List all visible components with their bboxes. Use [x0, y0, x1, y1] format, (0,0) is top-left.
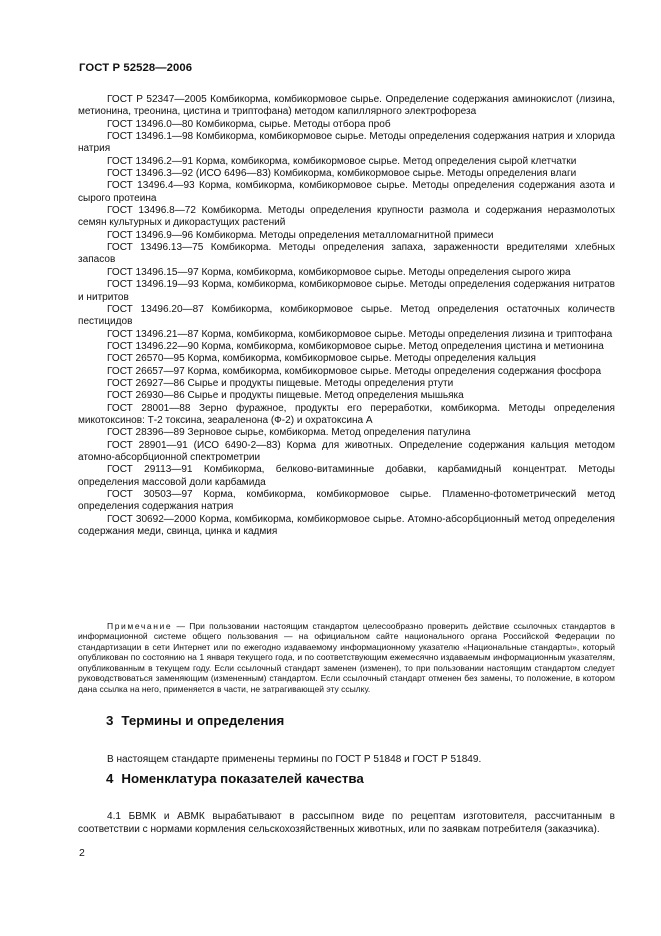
reference-item: ГОСТ 13496.19—93 Корма, комбикорма, комбикормовое сырье. Методы определения содержания нитратов и нитритов — [78, 279, 615, 303]
section-3-heading — [106, 713, 284, 728]
reference-item: ГОСТ 26570—95 Корма, комбикорма, комбикормовое сырье. Методы определения кальция — [107, 353, 536, 365]
reference-item: ГОСТ 28901—91 (ИСО 6490-2—83) Корма для животных. Определение содержания кальция методом атомно-абсорбционной спектрометрии — [78, 439, 615, 463]
reference-item: ГОСТ 30692—2000 Корма, комбикорма, комбикормовое сырье. Атомно-абсорбционный метод определения содержания меди, свинца, цинка и кадмия — [78, 513, 615, 538]
reference-item: ГОСТ 13496.4—93 Корма, комбикорма, комбикормовое сырье. Методы определения содержания азота и сырого протеина — [78, 180, 615, 204]
reference-item: ГОСТ 26930—86 Сырье и продукты пищевые. Метод определения мышьяка — [107, 390, 464, 402]
reference-item: ГОСТ 13496.22—90 Корма, комбикорма, комбикормовое сырье. Метод определения цистина и метионина — [107, 340, 604, 352]
reference-item: ГОСТ 13496.9—96 Комбикорма. Методы определения металломагнитной примеси — [107, 229, 494, 241]
reference-item: ГОСТ Р 52347—2005 Комбикорма, комбикормовое сырье. Определение содержания аминокислот (лизина, метионина, треонина, цистина и триптофана) методом капиллярного электрофореза — [78, 94, 615, 118]
page-number: 2 — [79, 847, 85, 859]
reference-item: ГОСТ 13496.8—72 Комбикорма. Методы определения крупности размола и содержания неразмолотых семян культурных и дикорастущих растений — [78, 205, 615, 229]
references-note — [78, 621, 615, 695]
reference-item: ГОСТ 13496.20—87 Комбикорма, комбикормовое сырье. Метод определения остаточных количеств пестицидов — [78, 303, 615, 328]
section-4-title: Номенклатура показателей качества — [121, 771, 364, 786]
section-4-paragraph-4-1: 4.1 БВМК и АВМК вырабатывают в рассыпном виде по рецептам изготовителя, рассчитанным в соответствии с нормами кормления сельскохозяйственных животных, или по заявкам потребителя (заказчика). — [78, 811, 615, 836]
reference-item: ГОСТ 13496.3—92 (ИСО 6496—83) Комбикорма, комбикормовое сырье. Методы определения влаги — [107, 168, 577, 180]
reference-item: ГОСТ 13496.0—80 Комбикорма, сырье. Методы отбора проб — [107, 118, 391, 130]
reference-item: ГОСТ 26927—86 Сырье и продукты пищевые. Методы определения ртути — [107, 377, 454, 389]
reference-item: ГОСТ 30503—97 Корма, комбикорма, комбикормовое сырье. Пламенно-фотометрический метод определения содержания натрия — [78, 489, 615, 513]
section-3-number: 3 — [106, 713, 114, 728]
section-3-text: В настоящем стандарте применены термины по ГОСТ Р 51848 и ГОСТ Р 51849. — [107, 754, 482, 766]
normative-references-list — [78, 94, 615, 538]
reference-item: ГОСТ 13496.13—75 Комбикорма. Методы определения запаха, зараженности вредителями хлебных запасов — [78, 242, 615, 266]
reference-item: ГОСТ 13496.2—91 Корма, комбикорма, комбикормовое сырье. Метод определения сырой клетчатки — [107, 155, 577, 167]
reference-item: ГОСТ 13496.1—98 Комбикорма, комбикормовое сырье. Методы определения содержания натрия и хлорида натрия — [78, 131, 615, 155]
reference-item: ГОСТ 28396—89 Зерновое сырье, комбикорма. Метод определения патулина — [107, 427, 471, 439]
section-4-number: 4 — [106, 771, 114, 786]
reference-item: ГОСТ 26657—97 Корма, комбикорма, комбикормовое сырье. Методы определения содержания фосфора — [107, 365, 602, 377]
note-text: — При пользовании настоящим стандартом целесообразно проверить действие ссылочных стандартов в информационной системе общего пользования — на официальном сайте национального органа Российской Федерации по стандартизации в сети Интернет или по ежегодно издаваемому информационному указателю «Национальные стандарты», который опубликован по состоянию на 1 января текущего года, и по соответствующим ежемесячно издаваемым информационным указателям, опубликованным в текущем году. Если ссылочный стандарт заменен (изменен), то при пользовании настоящим стандартом следует руководствоваться заменяющим (измененным) стандартом. Если ссылочный стандарт отменен без замены, то положение, в котором дана ссылка на него, применяется в части, не затрагивающей эту ссылку. — [78, 620, 615, 694]
reference-item: ГОСТ 13496.21—87 Корма, комбикорма, комбикормовое сырье. Методы определения лизина и триптофана — [107, 328, 613, 340]
reference-item: ГОСТ 29113—91 Комбикорма, белково-витаминные добавки, карбамидный концентрат. Методы определения массовой доли карбамида — [78, 464, 615, 488]
section-3-title: Термины и определения — [121, 713, 285, 728]
standard-header: ГОСТ Р 52528—2006 — [79, 62, 193, 74]
section-4-heading — [106, 771, 364, 786]
reference-item: ГОСТ 28001—88 Зерно фуражное, продукты его переработки, комбикорма. Методы определения микотоксинов: Т-2 токсина, зеараленона (Ф-2) и охратоксина А — [78, 402, 615, 426]
note-label: Примечание — [107, 620, 173, 631]
reference-item: ГОСТ 13496.15—97 Корма, комбикорма, комбикормовое сырье. Методы определения сырого жира — [107, 266, 571, 278]
